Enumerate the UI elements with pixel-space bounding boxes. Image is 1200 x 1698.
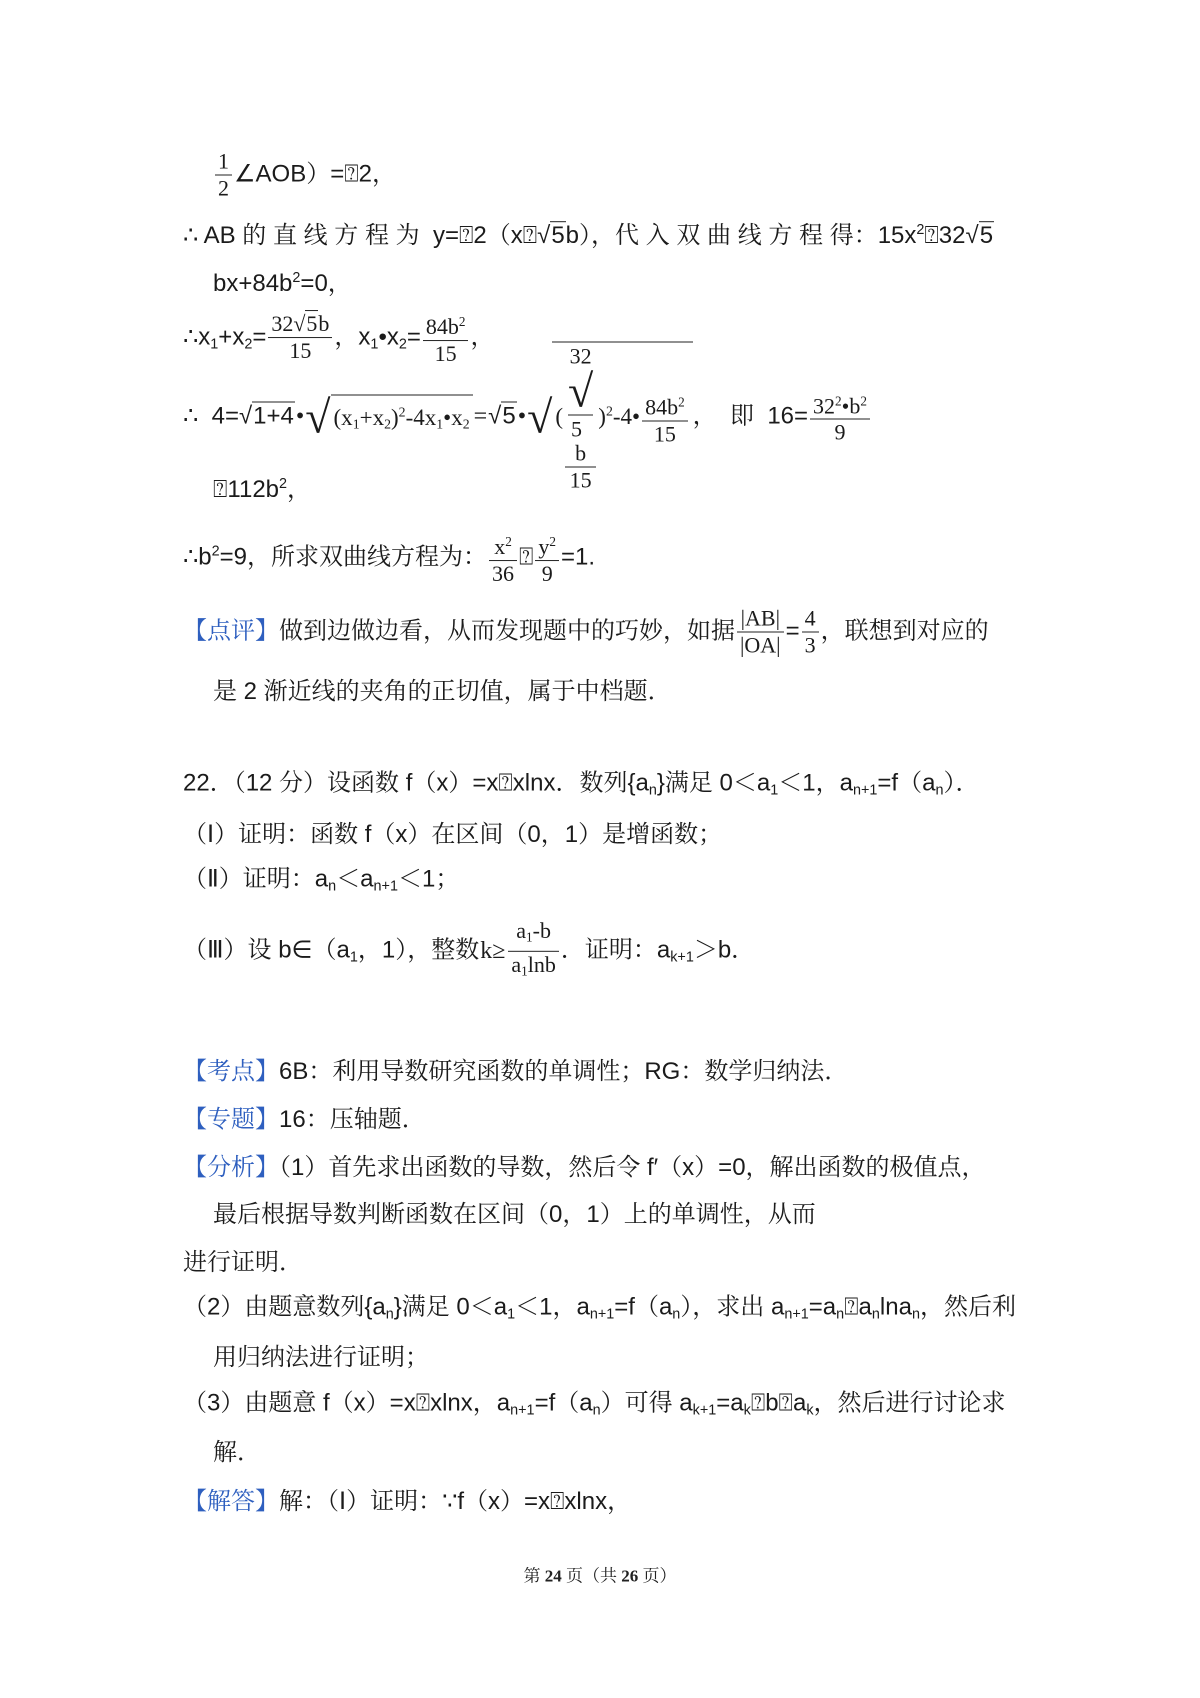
- line-analysis-step-2: [183, 1292, 1016, 1329]
- denominator: [489, 561, 517, 586]
- radical-sign: √: [305, 391, 331, 442]
- radicand: [501, 401, 516, 429]
- radicand-content: [253, 402, 294, 429]
- fraction: [565, 345, 596, 493]
- text-run: ⍰112b: [213, 475, 280, 503]
- subscript: k+1: [692, 1402, 717, 1419]
- line-review-cont: [213, 677, 672, 707]
- text-run: b），代 入 双 曲 线 方 程 得：15x: [565, 221, 917, 249]
- text-run: 是 2 渐近线的夹角的正切值，属于中档题．: [213, 678, 672, 705]
- text-run: }满足 0＜a: [656, 769, 771, 797]
- math-symbol: k≥: [480, 937, 506, 964]
- subscript: 1: [349, 949, 358, 966]
- text-run: =: [406, 323, 421, 351]
- line-solution: [183, 1487, 631, 1517]
- subscript: n+1: [510, 1402, 535, 1419]
- subscript: n+1: [784, 1306, 809, 1323]
- text-run: a: [516, 917, 527, 943]
- radical-sign: √: [537, 221, 551, 249]
- numerator: [508, 919, 558, 952]
- text-run: |OA|: [740, 632, 781, 658]
- numerator: [423, 310, 469, 341]
- math-symbol: •: [295, 403, 305, 430]
- fraction: [489, 530, 517, 586]
- text-run: 15: [569, 467, 592, 493]
- text-run: ，然后进行讨论求: [813, 1389, 1006, 1417]
- fraction: [810, 389, 870, 445]
- superscript: 2: [292, 270, 301, 287]
- text-run: ): [390, 404, 399, 430]
- text-run: 第: [523, 1566, 545, 1586]
- subscript: n: [648, 782, 657, 799]
- text-run: ）可得 a: [600, 1389, 693, 1417]
- text-run: b: [575, 440, 587, 466]
- text-run: （Ⅰ）证明：函数 f（x）在区间（0，1）是增函数；: [183, 821, 723, 848]
- section-label: 【点评】: [183, 617, 279, 645]
- fraction: [737, 607, 784, 658]
- line-angle-aob: [213, 150, 396, 201]
- text-run: ⍰b⍰a: [750, 1389, 807, 1417]
- text-run: lna: [879, 1293, 912, 1321]
- subscript: 2: [462, 416, 470, 432]
- page-footer: [0, 1562, 1200, 1587]
- text-run: =1.: [561, 543, 596, 571]
- text-run: ，: [470, 323, 495, 351]
- text-run: 36: [492, 560, 515, 586]
- text-run: =9，所求双曲线方程为：: [219, 543, 488, 571]
- page-number: 26: [621, 1566, 639, 1586]
- subscript: 1: [526, 929, 533, 945]
- radicand-content: [555, 345, 689, 493]
- text-run: ∴x: [183, 323, 211, 351]
- text-run: x: [494, 533, 506, 559]
- text-run: •x: [378, 323, 399, 351]
- text-run: ＞b．: [693, 936, 756, 964]
- fraction: [535, 530, 559, 586]
- subscript: 2: [384, 416, 391, 432]
- square-root: [568, 365, 594, 442]
- square-root: [293, 311, 318, 337]
- numerator: [737, 607, 784, 633]
- text-run: 4: [804, 605, 816, 631]
- text-run: =0，: [300, 269, 352, 297]
- subscript: 2: [244, 336, 253, 353]
- radicand-content: [551, 222, 564, 249]
- superscript: 2: [916, 222, 925, 239]
- line-hyperbola-result: [183, 530, 595, 586]
- radicand-content: [980, 222, 993, 249]
- radicand-content: [571, 418, 582, 442]
- text-run: 32: [813, 392, 836, 418]
- radical-sign: √: [527, 391, 553, 442]
- text-run: （Ⅲ）设 b∈（a: [183, 936, 350, 964]
- subscript: n+1: [589, 1306, 615, 1323]
- subscript: 1: [770, 782, 779, 799]
- math-symbol: •: [517, 403, 527, 430]
- line-analysis-cont-1: [213, 1200, 816, 1230]
- text-run: 6B：利用导数研究函数的单调性；RG：数学归纳法．: [279, 1058, 849, 1085]
- numerator: [642, 391, 688, 422]
- text-run: ∠AOB）=⍰2，: [234, 160, 396, 188]
- numerator: [810, 389, 870, 420]
- text-run: ∴b: [183, 543, 212, 571]
- text-run: 5: [571, 416, 583, 442]
- radicand: [252, 401, 295, 429]
- text-run: bx+84b: [213, 269, 293, 297]
- text-run: 5: [551, 221, 565, 249]
- text-run: b: [318, 311, 330, 337]
- subscript: n: [911, 1306, 920, 1323]
- text-run: ⍰32: [924, 221, 966, 249]
- text-run: +x: [218, 323, 245, 351]
- line-knowledge-point: [183, 1057, 848, 1087]
- section-label: 【考点】: [183, 1058, 279, 1085]
- text-run: 22．（12 分）设函数 f（x）=x⍰xlnx．数列{a: [183, 769, 649, 797]
- denominator: [508, 952, 558, 984]
- line-analysis-cont-2: [183, 1248, 303, 1278]
- text-run: ）．: [943, 769, 980, 797]
- text-run: (: [555, 403, 564, 429]
- subscript: 1: [507, 1306, 516, 1323]
- denominator: [802, 633, 819, 658]
- subscript: k: [806, 1402, 814, 1419]
- line-chord-length-cont: [213, 469, 311, 505]
- subscript: n: [592, 1402, 601, 1419]
- superscript: 2: [458, 314, 466, 330]
- line-part-3: [183, 919, 755, 983]
- subscript: n: [836, 1306, 845, 1323]
- text-run: 1: [218, 148, 229, 174]
- square-root: [966, 221, 995, 249]
- numerator: [802, 607, 819, 633]
- square-root: [537, 221, 566, 249]
- line-part-1: [183, 820, 722, 850]
- subscript: 1: [352, 416, 360, 432]
- text-run: 5: [502, 402, 516, 430]
- radicand-content: [334, 397, 470, 439]
- text-run: （1）首先求出函数的导数，然后令 f′（x）=0，解出函数的极值点，: [279, 1154, 986, 1181]
- text-run: =a: [716, 1389, 744, 1417]
- text-run: +x: [359, 404, 385, 430]
- section-label: 【分析】: [183, 1154, 279, 1181]
- subscript: n: [328, 878, 337, 895]
- fraction: [802, 607, 819, 658]
- superscript: 2: [549, 534, 557, 550]
- subscript: 1: [436, 416, 444, 432]
- text-run: ），求出 a: [680, 1293, 785, 1321]
- line-topic: [183, 1105, 426, 1135]
- text-run: 进行证明．: [183, 1249, 303, 1276]
- radical-sign: √: [568, 365, 594, 417]
- text-run: ＜1；: [397, 865, 460, 893]
- radicand-content: [306, 312, 317, 337]
- text-run: 最后根据导数判断函数在区间（0，1）上的单调性，从而: [213, 1201, 816, 1228]
- subscript: n: [935, 782, 944, 799]
- section-label: 【解答】: [183, 1488, 279, 1515]
- subscript: n+1: [373, 878, 398, 895]
- denominator: [642, 421, 688, 446]
- text-run: 15: [653, 421, 676, 447]
- superscript: 2: [678, 394, 685, 410]
- text-run: =f（a: [614, 1293, 673, 1321]
- text-run: 页（共: [561, 1566, 622, 1586]
- text-run: 32: [569, 343, 592, 369]
- text-run: 84b: [645, 394, 679, 420]
- text-run: =a: [808, 1293, 837, 1321]
- text-run: 做到边做边看，从而发现题中的巧妙，如据: [279, 617, 735, 645]
- superscript: 2: [605, 403, 613, 419]
- superscript: 2: [860, 393, 867, 409]
- text-run: ，然后利: [919, 1293, 1016, 1321]
- text-run: 32: [271, 311, 294, 337]
- square-root: [239, 401, 295, 429]
- subscript: 1: [210, 336, 219, 353]
- radical-sign: √: [293, 311, 306, 337]
- text-run: 用归纳法进行证明；: [213, 1344, 429, 1371]
- superscript: 2: [279, 476, 288, 493]
- radicand-content: [502, 402, 515, 429]
- text-run: (x: [333, 404, 353, 430]
- subscript: n: [672, 1306, 681, 1323]
- text-run: ．证明：a: [560, 936, 671, 964]
- text-run: 15: [434, 340, 457, 366]
- line-analysis-step-3-cont: [213, 1438, 261, 1468]
- numerator: [535, 530, 559, 561]
- numerator: [215, 150, 232, 176]
- text-run: 9: [834, 419, 846, 445]
- subscript: n: [385, 1306, 394, 1323]
- text-run: ，联想到对应的: [820, 617, 989, 645]
- text-run: （3）由题意 f（x）=x⍰xlnx，a: [183, 1389, 511, 1417]
- text-run: y: [538, 533, 550, 559]
- radical-sign: √: [238, 402, 253, 430]
- subscript: k: [743, 1402, 751, 1419]
- square-root: [488, 401, 517, 429]
- section-label: 【专题】: [183, 1106, 279, 1133]
- text-run: =: [785, 617, 800, 645]
- denominator: [215, 176, 232, 201]
- radicand: [331, 394, 473, 440]
- superscript: 2: [505, 534, 512, 550]
- text-run: 16：压轴题．: [279, 1106, 426, 1133]
- text-run: ，1），整数: [357, 936, 480, 964]
- text-run: =f（a: [877, 769, 936, 797]
- superscript: 2: [211, 543, 220, 560]
- line-part-2: [183, 864, 459, 901]
- denominator: [535, 561, 559, 586]
- text-run: ＜a: [336, 865, 374, 893]
- text-run: （Ⅱ）证明：a: [183, 865, 329, 893]
- text-run: ⍰: [519, 543, 534, 571]
- text-run: a: [511, 951, 522, 977]
- line-problem-22-stem: [183, 768, 979, 805]
- subscript: 2: [398, 336, 407, 353]
- denominator: [737, 633, 784, 658]
- text-run: =: [252, 323, 267, 351]
- radical-sign: √: [488, 402, 502, 430]
- fraction: [642, 391, 688, 447]
- radicand: [979, 221, 994, 249]
- text-run: 1+4: [253, 402, 294, 430]
- text-run: |AB|: [740, 605, 780, 631]
- fraction: [215, 150, 232, 201]
- text-run: 解：（Ⅰ）证明：∵f（x）=x⍰xlnx，: [279, 1488, 632, 1515]
- text-run: 3: [804, 632, 816, 658]
- line-analysis-step-3: [183, 1388, 1006, 1425]
- subscript: n+1: [852, 782, 878, 799]
- text-run: 页）: [638, 1566, 677, 1586]
- text-run: 15: [289, 338, 312, 364]
- text-run: -4x: [405, 404, 437, 430]
- text-run: 2: [218, 175, 229, 201]
- text-run: lnb: [527, 951, 556, 977]
- radicand: [550, 221, 565, 249]
- denominator: [565, 468, 596, 493]
- text-run: ，: [287, 475, 312, 503]
- subscript: k+1: [670, 949, 694, 966]
- text-run: ): [598, 403, 606, 429]
- text-run: •x: [443, 404, 463, 430]
- text-run: ∴ AB 的 直 线 方 程 为 y=⍰2（x⍰: [183, 221, 538, 249]
- text-run: ， 即 16=: [692, 402, 809, 430]
- line-analysis-step-2-cont: [213, 1343, 429, 1373]
- text-run: }满足 0＜a: [393, 1293, 508, 1321]
- text-run: 9: [541, 560, 553, 586]
- numerator: [489, 530, 517, 561]
- text-run: -4•: [612, 403, 641, 429]
- line-analysis: [183, 1153, 986, 1183]
- superscript: 2: [398, 404, 406, 420]
- numerator: [565, 345, 596, 468]
- line-review: [183, 607, 989, 658]
- math-symbol: =: [473, 403, 488, 430]
- subscript: n: [871, 1306, 880, 1323]
- denominator: [810, 420, 870, 445]
- text-run: 5: [979, 221, 994, 249]
- text-run: 解．: [213, 1439, 261, 1466]
- radicand: [305, 311, 318, 337]
- subscript: 1: [370, 336, 379, 353]
- subscript: 1: [521, 963, 528, 979]
- text-run: -b: [532, 917, 551, 943]
- text-run: ，x: [334, 323, 371, 351]
- text-run: 5: [306, 311, 318, 337]
- text-run: =f（a: [534, 1389, 593, 1417]
- numerator: [268, 313, 332, 339]
- text-run: ⍰a: [844, 1293, 872, 1321]
- text-run: •b: [841, 392, 861, 418]
- square-root: [305, 391, 472, 442]
- superscript: 2: [835, 393, 842, 409]
- fraction: [508, 919, 558, 983]
- radicand: [552, 342, 692, 493]
- line-ab-equation: [183, 215, 994, 251]
- radical-sign: √: [965, 221, 979, 249]
- text-run: ∴ 4=: [183, 402, 239, 430]
- radicand: [568, 415, 593, 442]
- text-run: （2）由题意数列{a: [183, 1293, 386, 1321]
- page-number: 24: [544, 1566, 562, 1586]
- text-run: 84b: [425, 313, 459, 339]
- line-quadratic-cont: [213, 263, 352, 299]
- square-root: [527, 342, 693, 493]
- text-run: ＜1，a: [515, 1293, 590, 1321]
- text-run: ＜1，a: [778, 769, 853, 797]
